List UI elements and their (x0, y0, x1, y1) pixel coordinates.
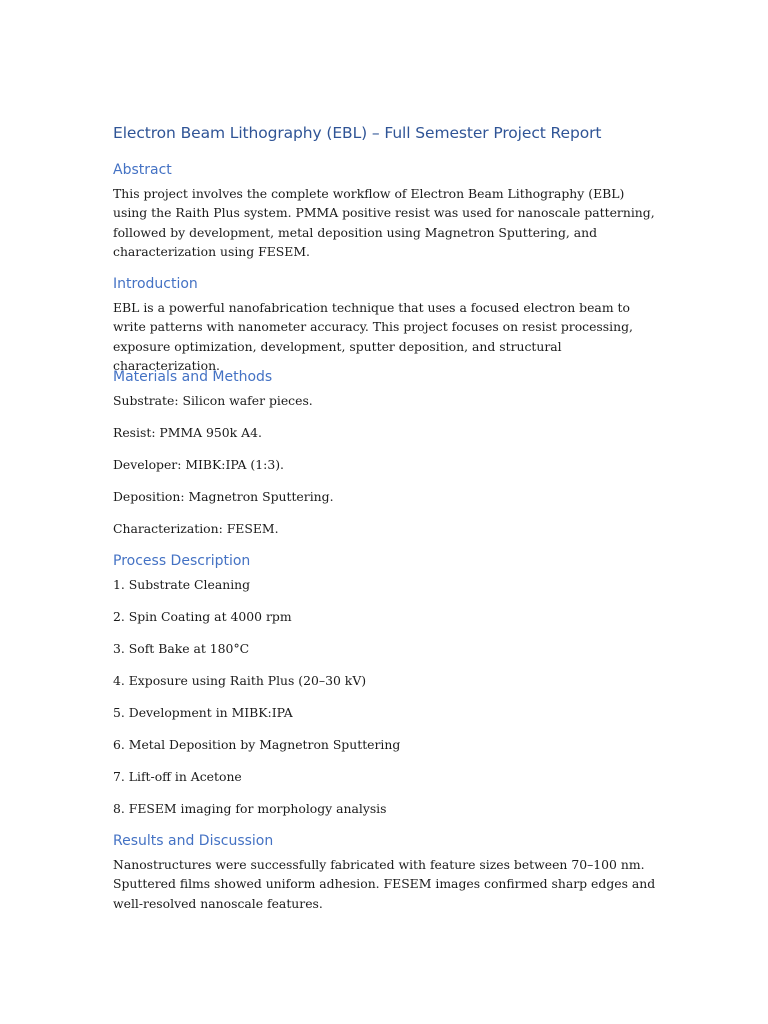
process-step: 1. Substrate Cleaning (113, 577, 251, 592)
process-step: 3. Soft Bake at 180°C (113, 641, 250, 656)
process-heading: Process Description (113, 553, 251, 569)
process-step: 6. Metal Deposition by Magnetron Sputtering (113, 737, 401, 752)
document-page (113, 0, 658, 1024)
process-step: 7. Lift-off in Acetone (113, 769, 242, 784)
materials-heading: Materials and Methods (113, 369, 273, 385)
process-step: 5. Development in MIBK:IPA (113, 705, 293, 720)
materials-item-substrate: Substrate: Silicon wafer pieces. (113, 393, 313, 408)
document-title: Electron Beam Lithography (EBL) – Full Semester Project Report (113, 124, 602, 142)
materials-item-characterization: Characterization: FESEM. (113, 521, 279, 536)
abstract-text: This project involves the complete workflow of Electron Beam Lithography (EBL) using the Raith Plus system. PMMA positive resist was used for nanoscale patterning, followed by development, metal deposition using Magnetron Sputtering, and characterization using FESEM. (113, 186, 655, 259)
materials-item-deposition: Deposition: Magnetron Sputtering. (113, 489, 334, 504)
abstract-heading: Abstract (113, 162, 172, 178)
materials-item-developer: Developer: MIBK:IPA (1:3). (113, 457, 284, 472)
introduction-heading: Introduction (113, 276, 198, 292)
results-heading: Results and Discussion (113, 833, 274, 849)
results-text: Nanostructures were successfully fabricated with feature sizes between 70–100 nm. Sputtered films showed uniform adhesion. FESEM images confirmed sharp edges and well-resolved nanoscale features. (113, 857, 656, 911)
materials-item-resist: Resist: PMMA 950k A4. (113, 425, 262, 440)
introduction-text: EBL is a powerful nanofabrication technique that uses a focused electron beam to write patterns with nanometer accuracy. This project focuses on resist processing, exposure optimization, development, sputter deposition, and structural characterization. (113, 300, 633, 373)
process-step: 4. Exposure using Raith Plus (20–30 kV) (113, 673, 367, 688)
process-step: 2. Spin Coating at 4000 rpm (113, 609, 292, 624)
process-step: 8. FESEM imaging for morphology analysis (113, 801, 387, 816)
